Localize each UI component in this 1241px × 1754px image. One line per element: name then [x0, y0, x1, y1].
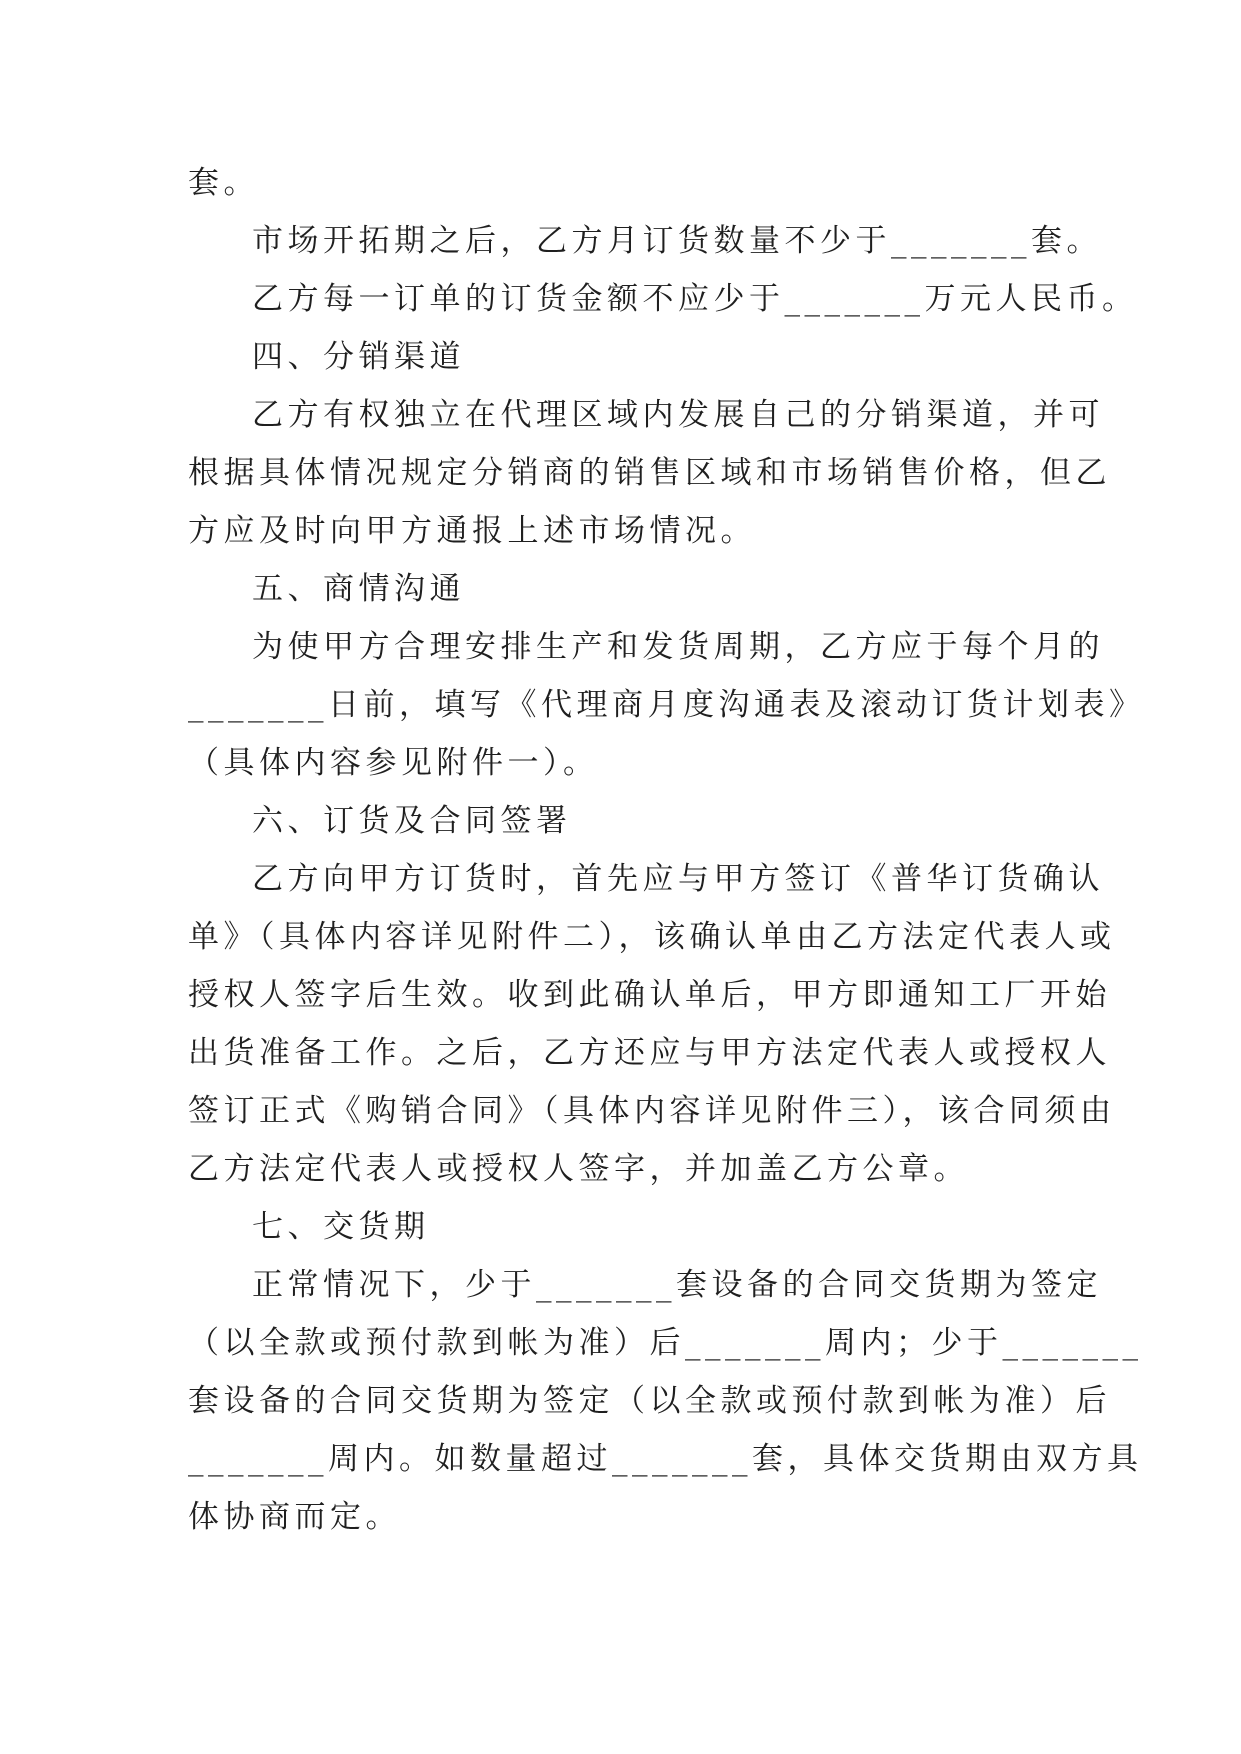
paragraph	[188, 154, 1118, 212]
section-heading	[188, 560, 1118, 618]
text-line: 正常情况下，少于_______套设备的合同交货期为签定	[252, 1267, 1102, 1303]
heading-text: 四、分销渠道	[252, 339, 465, 375]
text-line: 体协商而定。	[188, 1499, 401, 1535]
text-line: 乙方有权独立在代理区域内发展自己的分销渠道，并可	[252, 397, 1104, 433]
text-line: （以全款或预付款到帐为准）后_______周内；少于_______	[188, 1325, 1143, 1361]
text-line: 乙方每一订单的订货金额不应少于_______万元人民币。	[252, 281, 1138, 317]
text-line: 单》（具体内容详见附件二），该确认单由乙方法定代表人或	[188, 919, 1116, 955]
paragraph	[188, 850, 1118, 1198]
text-line: _______周内。如数量超过_______套，具体交货期由双方具	[188, 1441, 1143, 1477]
text-line: 为使甲方合理安排生产和发货周期，乙方应于每个月的	[252, 629, 1104, 665]
text-line: 根据具体情况规定分销商的销售区域和市场销售价格，但乙	[188, 455, 1111, 491]
text-line: （具体内容参见附件一）。	[188, 745, 599, 781]
section-heading	[188, 792, 1118, 850]
text-line: 方应及时向甲方通报上述市场情况。	[188, 513, 756, 549]
heading-text: 五、商情沟通	[252, 571, 465, 607]
heading-text: 六、订货及合同签署	[252, 803, 572, 839]
paragraph	[188, 1256, 1143, 1546]
paragraph	[188, 386, 1118, 560]
paragraph	[188, 618, 1145, 792]
text-line: 套。	[188, 165, 259, 201]
text-line: 套设备的合同交货期为签定（以全款或预付款到帐为准）后	[188, 1383, 1111, 1419]
text-line: 市场开拓期之后，乙方月订货数量不少于_______套。	[252, 223, 1102, 259]
paragraph	[188, 270, 1138, 328]
heading-text: 七、交货期	[252, 1209, 430, 1245]
section-heading	[188, 328, 1118, 386]
text-line: 乙方法定代表人或授权人签字，并加盖乙方公章。	[188, 1151, 969, 1187]
text-line: 授权人签字后生效。收到此确认单后，甲方即通知工厂开始	[188, 977, 1111, 1013]
text-line: 出货准备工作。之后，乙方还应与甲方法定代表人或授权人	[188, 1035, 1111, 1071]
paragraph	[188, 212, 1118, 270]
text-line: _______日前，填写《代理商月度沟通表及滚动订货计划表》	[188, 687, 1145, 723]
section-heading	[188, 1198, 1118, 1256]
text-line: 乙方向甲方订货时，首先应与甲方签订《普华订货确认	[252, 861, 1104, 897]
document-body	[188, 154, 1145, 1546]
text-line: 签订正式《购销合同》（具体内容详见附件三），该合同须由	[188, 1093, 1116, 1129]
